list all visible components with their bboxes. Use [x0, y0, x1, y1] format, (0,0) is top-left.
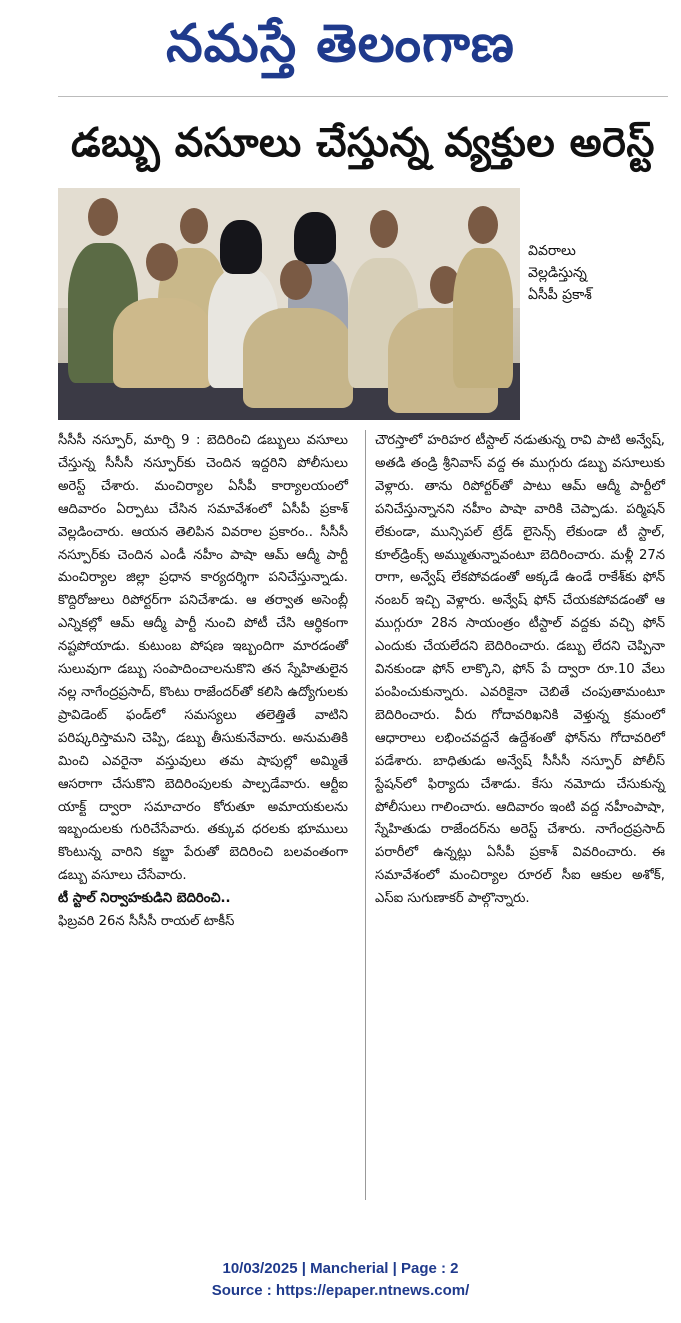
masthead: నమస్తే తెలంగాణ — [166, 14, 515, 74]
caption-line: వివరాలు — [528, 243, 576, 259]
footer-source-line: Source : https://epaper.ntnews.com/ — [211, 1282, 470, 1299]
column-divider — [365, 430, 366, 1200]
article-subheading: టీ స్టాల్ నిర్వాహకుడిని బెదిరించి.. — [58, 891, 231, 907]
article-paragraph: చౌరస్తాలో హరిహర టీస్టాల్ నడుతున్న రావి పాటి అన్వేష్, అతడి తండ్రి శ్రీనివాస్ వద్ద ఈ ముగ్గురు డబ్బు వసూలుకు వెళ్లారు. తాను రిపోర్టర్‌తో పాటు ఆమ్ ఆద్మీ పార్టీలో పనిచేస్తున్నానని నహీం పాషా వారికి చెప్పాడు. పర్మిషన్ లేకుండా, మున్సిపల్ ట్రేడ్ లైసెన్స్ లేకుండా టీ స్టాల్, కూల్‌డ్రింక్స్ అమ్ముతున్నావంటూ బెదిరించారు. మళ్లీ 27న రాగా, అన్వేష్ లేకపోవడంతో అక్కడే ఉండే రాకేశ్‌కు ఫోన్ నంబర్ ఇచ్చి వెళ్లారు. అన్వేష్ ఫోన్ చేయకపోవడంతో ఆ ముగ్గురూ 28న సాయంత్రం టీస్టాల్ వద్దకు వచ్చి ఫోన్ ఎందుకు చేయలేదని బెదిరించారు. డబ్బు లేదని చెప్పినా వినకుండా ఫోన్ లాక్కొని, ఫోన్ పే ద్వారా రూ.10 వేలు పంపించుకున్నారు. ఎవరికైనా చెబితే చంపుతామంటూ బెదిరించారు. వీరు గోదావరిఖనికి వెళ్తున్న క్రమంలో ఆధారాలు లభించవద్దనే ఉద్దేశంతో ఫోన్‌ను గోదావరిలో పడేశారు. బాధితుడు అన్వేష్ సీసీసీ నస్పూర్ పోలీస్ స్టేషన్‌లో ఫిర్యాదు చేశాడు. కేసు నమోదు చేసుకున్న పోలీసులు గాలించారు. ఆదివారం ఇంటి వద్ద నహీంపాషా, స్నేహితుడు రాజేందర్‌ను అరెస్ట్ చేశారు. నాగేంద్రప్రసాద్ పరారీలో ఉన్నట్లు ఏసీపీ ప్రకాశ్ వివరించారు. ఈ సమావేశంలో మంచిర్యాల రూరల్ సీఐ ఆకుల అశోక్, ఎస్ఐ సుగుణాకర్ పాల్గొన్నారు. — [375, 433, 665, 907]
masthead-rule — [58, 96, 668, 97]
footer-date-line: 10/03/2025 | Mancherial | Page : 2 — [222, 1260, 459, 1277]
caption-line: వెల్లడిస్తున్న — [528, 265, 587, 281]
article-paragraph: సీసీసీ నస్పూర్, మార్చి 9 : బెదిరించి డబ్బులు వసూలు చేస్తున్న సీసీసీ నస్పూర్‌కు చెందిన ఇద్దరిని పోలీసులు అరెస్ట్ చేశారు. మంచిర్యాల ఏసీపీ కార్యాలయంలో ఆదివారం ఏర్పాటు చేసిన సమావేశంలో ఏసీపీ ప్రకాశ్ వెల్లడించారు. ఆయన తెలిపిన వివరాల ప్రకారం.. సీసీసీ నస్పూర్‌కు చెందిన ఎండీ నహీం పాషా ఆమ్ ఆద్మీ పార్టీ మంచిర్యాల జిల్లా ప్రధాన కార్యదర్శిగా పనిచేస్తున్నాడు. కొద్దిరోజులు రిపోర్టర్‌గా పనిచేశాడు. ఆ తర్వాత అసెంబ్లీ ఎన్నికల్లో ఆమ్ ఆద్మీ పార్టీ నుంచి పోటీ చేసి ఆర్థికంగా నష్టపోయాడు. కుటుంబ పోషణ ఇబ్బందిగా మారడంతో సులువుగా డబ్బు సంపాదించాలనుకొని తన స్నేహితులైన నల్ల నాగేంద్రప్రసాద్, కొంటు రాజేందర్‌తో కలిసి ఉద్యోగులకు ప్రావిడెంట్ ఫండ్‌లో సమస్యలు తలెత్తితే వాటిని పరిష్కరిస్తామని చెప్పి, డబ్బు తీసుకునేవారు. అనుమతికి మించి ఎవరైనా వస్తువులు తమ షాపుల్లో అమ్మితే ఆసరాగా చేసుకొని బెదిరింపులకు పాల్పడేవారు. ఆర్టీఐ యాక్ట్ ద్వారా సమాచారం కోరుతూ అమాయకులను ఇబ్బందులకు గురిచేసేవారు. తక్కువ ధరలకు భూములు కొంటున్న వారిని కబ్జా పేరుతో బెదిరించి బలవంతంగా డబ్బు వసూలు చేసేవారు. — [58, 433, 348, 884]
article-column-1 — [58, 430, 348, 934]
headline: డబ్బు వసూలు చేస్తున్న వ్యక్తుల అరెస్ట్ — [71, 120, 655, 166]
page-footer — [0, 1258, 681, 1302]
article-column-2 — [375, 430, 665, 911]
article-paragraph: ఫిబ్రవరి 26న సీసీసీ రాయల్ టాకీస్ — [58, 914, 235, 930]
caption-line: ఏసీపీ ప్రకాశ్ — [528, 287, 592, 303]
photo-caption — [528, 240, 668, 306]
news-photo — [58, 188, 520, 420]
